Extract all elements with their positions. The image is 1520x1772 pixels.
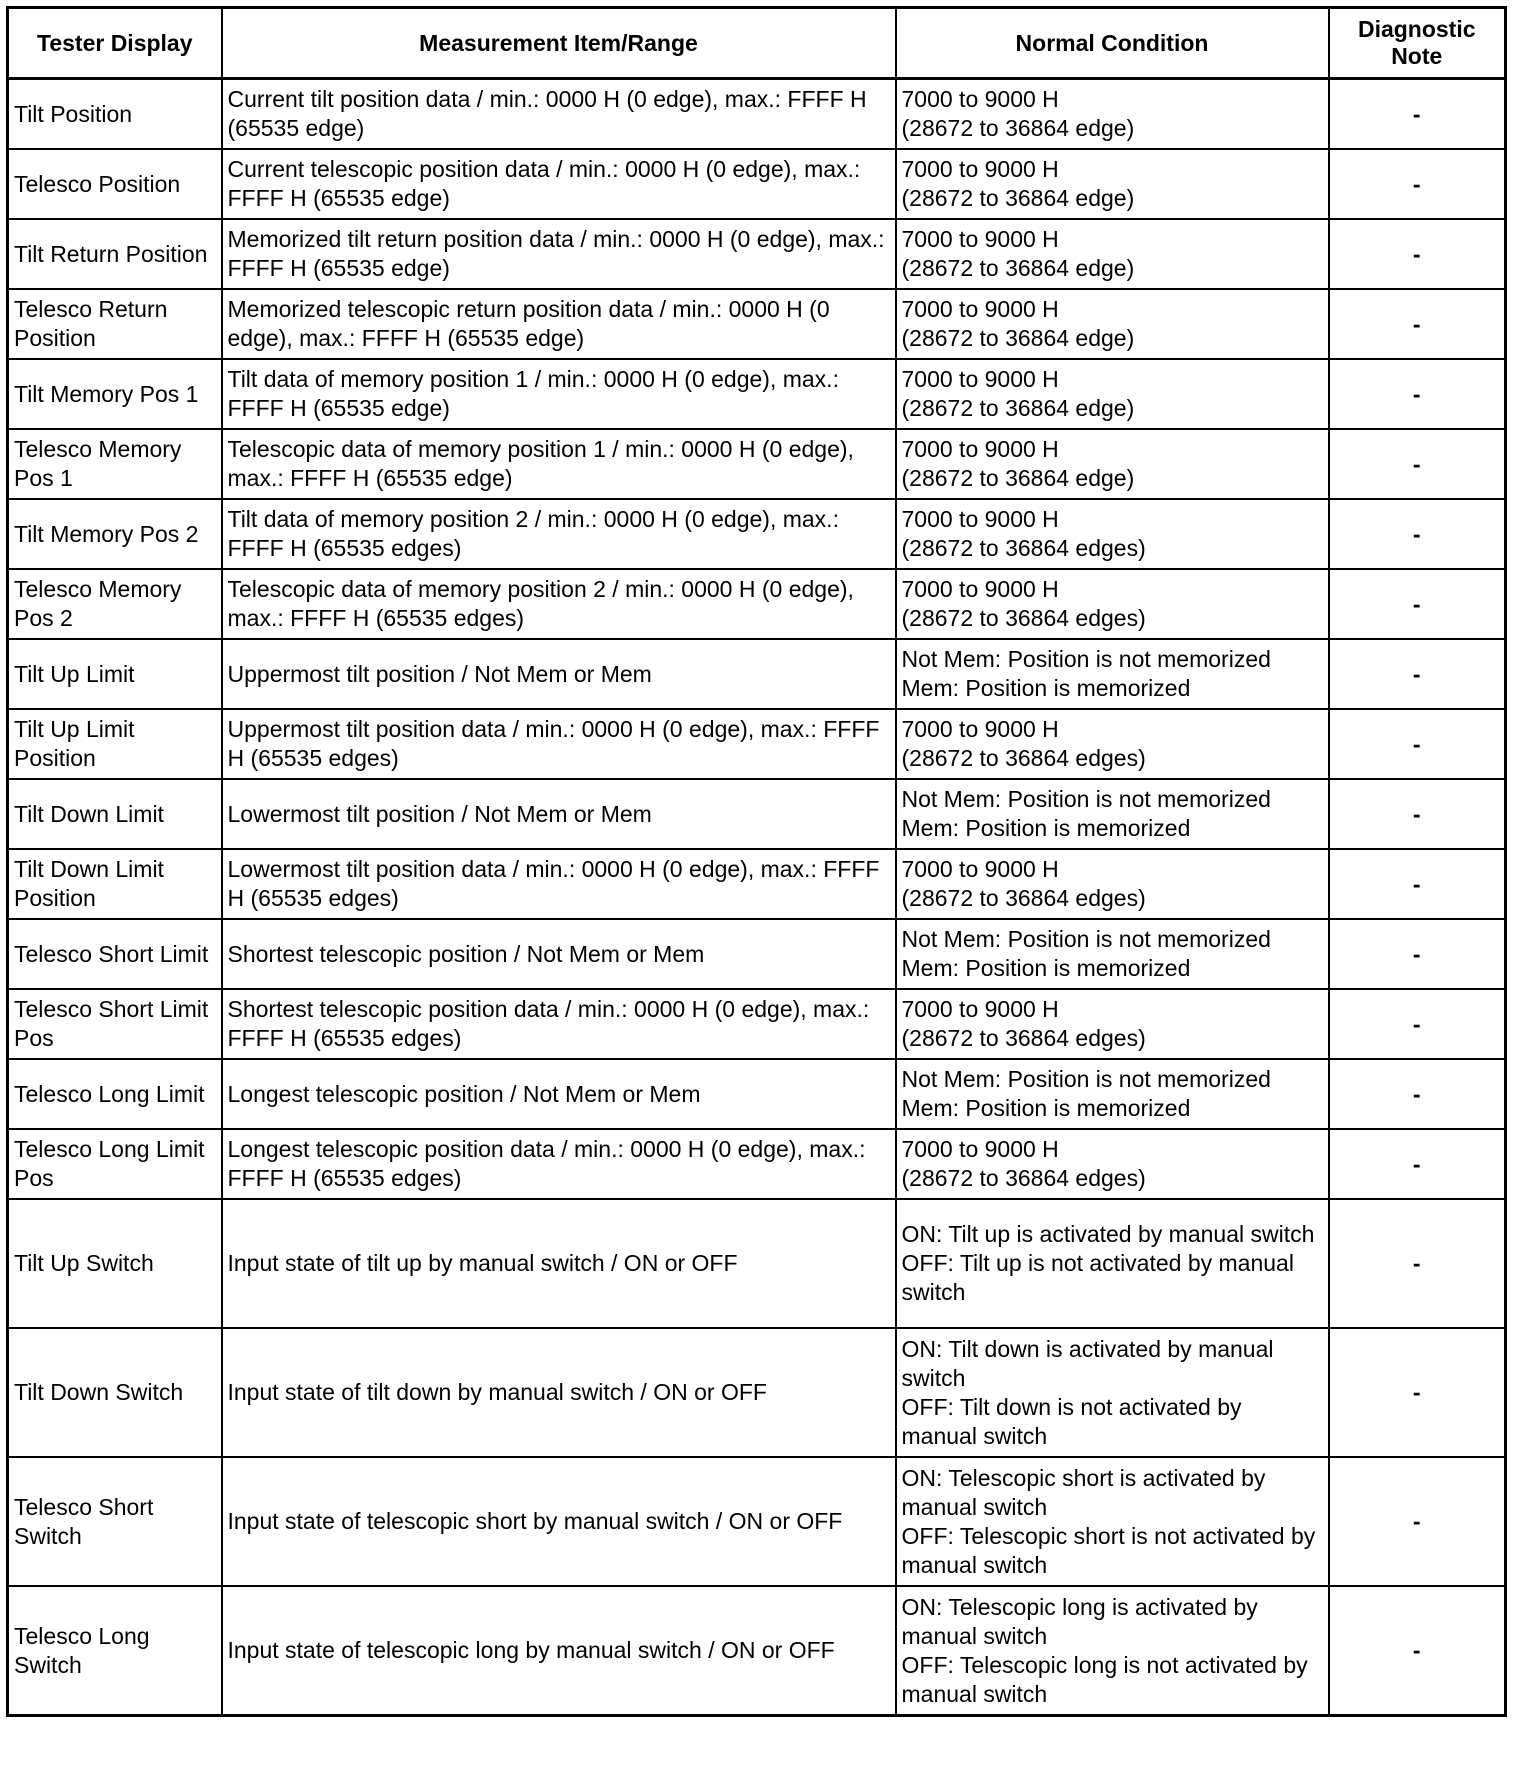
- condition-line: Mem: Position is memorized: [901, 955, 1191, 981]
- condition-line: (28672 to 36864 edges): [901, 885, 1146, 911]
- condition-line: 7000 to 9000 H: [901, 156, 1059, 182]
- measurement-item-cell: Input state of tilt down by manual switch / ON or OFF: [222, 1328, 896, 1457]
- condition-line: Mem: Position is memorized: [901, 1095, 1191, 1121]
- diagnostic-note-cell: -: [1329, 149, 1506, 219]
- tester-display-cell: Telesco Position: [8, 149, 222, 219]
- diagnostic-note-cell: -: [1329, 1129, 1506, 1199]
- header-row: [8, 8, 1506, 79]
- measurement-item-cell: Input state of telescopic short by manual switch / ON or OFF: [222, 1457, 896, 1586]
- table-row: [8, 569, 1506, 639]
- condition-line: ON: Telescopic short is activated by manual switch: [901, 1464, 1266, 1520]
- tester-display-cell: Tilt Memory Pos 1: [8, 359, 222, 429]
- measurement-item-cell: Current telescopic position data / min.: 0000 H (0 edge), max.: FFFF H (65535 edge): [222, 149, 896, 219]
- table-row: [8, 499, 1506, 569]
- measurement-item-cell: Telescopic data of memory position 1 / min.: 0000 H (0 edge), max.: FFFF H (65535 edge): [222, 429, 896, 499]
- diagnostic-note-cell: -: [1329, 779, 1506, 849]
- condition-line: 7000 to 9000 H: [901, 226, 1059, 252]
- diagnostic-note-cell: -: [1329, 1199, 1506, 1328]
- diagnostic-note-cell: -: [1329, 359, 1506, 429]
- tester-display-cell: Telesco Long Limit Pos: [8, 1129, 222, 1199]
- table-row: [8, 1199, 1506, 1328]
- table-row: [8, 779, 1506, 849]
- normal-condition-cell: [896, 1457, 1329, 1586]
- condition-line: (28672 to 36864 edge): [901, 255, 1135, 281]
- condition-line: 7000 to 9000 H: [901, 366, 1059, 392]
- condition-line: OFF: Tilt down is not activated by manual switch: [901, 1393, 1242, 1449]
- condition-line: 7000 to 9000 H: [901, 506, 1059, 532]
- normal-condition-cell: [896, 779, 1329, 849]
- table-row: [8, 1328, 1506, 1457]
- condition-line: (28672 to 36864 edges): [901, 1165, 1146, 1191]
- table-row: [8, 1059, 1506, 1129]
- diagnostic-table: [6, 6, 1507, 1717]
- diagnostic-note-cell: -: [1329, 1059, 1506, 1129]
- diagnostic-note-cell: -: [1329, 289, 1506, 359]
- measurement-item-cell: Lowermost tilt position / Not Mem or Mem: [222, 779, 896, 849]
- table-row: [8, 849, 1506, 919]
- table-row: [8, 1129, 1506, 1199]
- diagnostic-note-cell: -: [1329, 219, 1506, 289]
- normal-condition-cell: [896, 79, 1329, 150]
- condition-line: Not Mem: Position is not memorized: [901, 926, 1271, 952]
- measurement-item-cell: Shortest telescopic position / Not Mem or Mem: [222, 919, 896, 989]
- condition-line: OFF: Tilt up is not activated by manual switch: [901, 1250, 1294, 1305]
- diagnostic-note-cell: -: [1329, 429, 1506, 499]
- table-row: [8, 919, 1506, 989]
- normal-condition-cell: [896, 149, 1329, 219]
- tester-display-cell: Tilt Up Switch: [8, 1199, 222, 1328]
- normal-condition-cell: [896, 219, 1329, 289]
- diagnostic-note-cell: -: [1329, 1586, 1506, 1716]
- table-row: [8, 989, 1506, 1059]
- normal-condition-cell: [896, 429, 1329, 499]
- condition-line: (28672 to 36864 edge): [901, 115, 1135, 141]
- tester-display-cell: Telesco Short Switch: [8, 1457, 222, 1586]
- measurement-item-cell: Lowermost tilt position data / min.: 0000 H (0 edge), max.: FFFF H (65535 edges): [222, 849, 896, 919]
- header-diagnostic-note: Diagnostic Note: [1329, 8, 1506, 79]
- condition-line: 7000 to 9000 H: [901, 996, 1059, 1022]
- normal-condition-cell: [896, 1199, 1329, 1328]
- table-row: [8, 1457, 1506, 1586]
- header-measurement-item: Measurement Item/Range: [222, 8, 896, 79]
- table-header: [8, 8, 1506, 79]
- condition-line: ON: Tilt down is activated by manual switch: [901, 1335, 1274, 1391]
- measurement-item-cell: Uppermost tilt position / Not Mem or Mem: [222, 639, 896, 709]
- condition-line: Mem: Position is memorized: [901, 815, 1191, 841]
- table-row: [8, 289, 1506, 359]
- condition-line: 7000 to 9000 H: [901, 436, 1059, 462]
- diagnostic-note-cell: -: [1329, 1457, 1506, 1586]
- tester-display-cell: Telesco Memory Pos 2: [8, 569, 222, 639]
- condition-line: (28672 to 36864 edges): [901, 605, 1146, 631]
- measurement-item-cell: Telescopic data of memory position 2 / min.: 0000 H (0 edge), max.: FFFF H (65535 edges): [222, 569, 896, 639]
- tester-display-cell: Tilt Memory Pos 2: [8, 499, 222, 569]
- normal-condition-cell: [896, 849, 1329, 919]
- diagnostic-note-cell: -: [1329, 989, 1506, 1059]
- condition-line: (28672 to 36864 edge): [901, 185, 1135, 211]
- header-normal-condition: Normal Condition: [896, 8, 1329, 79]
- diagnostic-note-cell: -: [1329, 499, 1506, 569]
- diagnostic-note-cell: -: [1329, 569, 1506, 639]
- table-row: [8, 639, 1506, 709]
- tester-display-cell: Tilt Position: [8, 79, 222, 150]
- table-row: [8, 429, 1506, 499]
- measurement-item-cell: Shortest telescopic position data / min.: 0000 H (0 edge), max.: FFFF H (65535 edges): [222, 989, 896, 1059]
- normal-condition-cell: [896, 639, 1329, 709]
- measurement-item-cell: Tilt data of memory position 1 / min.: 0000 H (0 edge), max.: FFFF H (65535 edge): [222, 359, 896, 429]
- normal-condition-cell: [896, 919, 1329, 989]
- condition-line: (28672 to 36864 edge): [901, 395, 1135, 421]
- measurement-item-cell: Memorized telescopic return position data / min.: 0000 H (0 edge), max.: FFFF H (65535 edge): [222, 289, 896, 359]
- measurement-item-cell: Input state of tilt up by manual switch / ON or OFF: [222, 1199, 896, 1328]
- measurement-item-cell: Longest telescopic position / Not Mem or Mem: [222, 1059, 896, 1129]
- tester-display-cell: Tilt Return Position: [8, 219, 222, 289]
- normal-condition-cell: [896, 1129, 1329, 1199]
- condition-line: Not Mem: Position is not memorized: [901, 786, 1271, 812]
- table-row: [8, 149, 1506, 219]
- tester-display-cell: Telesco Short Limit: [8, 919, 222, 989]
- table-row: [8, 219, 1506, 289]
- tester-display-cell: Tilt Up Limit: [8, 639, 222, 709]
- condition-line: Not Mem: Position is not memorized: [901, 1066, 1271, 1092]
- table-body: [8, 79, 1506, 1716]
- table-row: [8, 709, 1506, 779]
- normal-condition-cell: [896, 1328, 1329, 1457]
- diagnostic-note-cell: -: [1329, 849, 1506, 919]
- condition-line: 7000 to 9000 H: [901, 296, 1059, 322]
- condition-line: (28672 to 36864 edges): [901, 535, 1146, 561]
- condition-line: OFF: Telescopic short is not activated by manual switch: [901, 1522, 1316, 1578]
- condition-line: (28672 to 36864 edge): [901, 465, 1135, 491]
- measurement-item-cell: Input state of telescopic long by manual switch / ON or OFF: [222, 1586, 896, 1716]
- normal-condition-cell: [896, 1586, 1329, 1716]
- header-tester-display: Tester Display: [8, 8, 222, 79]
- normal-condition-cell: [896, 289, 1329, 359]
- tester-display-cell: Telesco Return Position: [8, 289, 222, 359]
- diagnostic-note-cell: -: [1329, 709, 1506, 779]
- measurement-item-cell: Memorized tilt return position data / min.: 0000 H (0 edge), max.: FFFF H (65535 edge): [222, 219, 896, 289]
- condition-line: 7000 to 9000 H: [901, 576, 1059, 602]
- diagnostic-note-cell: -: [1329, 639, 1506, 709]
- diagnostic-note-cell: -: [1329, 919, 1506, 989]
- measurement-item-cell: Longest telescopic position data / min.: 0000 H (0 edge), max.: FFFF H (65535 edges): [222, 1129, 896, 1199]
- normal-condition-cell: [896, 359, 1329, 429]
- condition-line: Mem: Position is memorized: [901, 675, 1191, 701]
- tester-display-cell: Telesco Memory Pos 1: [8, 429, 222, 499]
- condition-line: (28672 to 36864 edges): [901, 745, 1146, 771]
- condition-line: (28672 to 36864 edge): [901, 325, 1135, 351]
- condition-line: ON: Tilt up is activated by manual switch: [901, 1221, 1315, 1247]
- measurement-item-cell: Tilt data of memory position 2 / min.: 0000 H (0 edge), max.: FFFF H (65535 edges): [222, 499, 896, 569]
- table-row: [8, 359, 1506, 429]
- table-row: [8, 79, 1506, 150]
- tester-display-cell: Tilt Down Switch: [8, 1328, 222, 1457]
- measurement-item-cell: Uppermost tilt position data / min.: 0000 H (0 edge), max.: FFFF H (65535 edges): [222, 709, 896, 779]
- tester-display-cell: Telesco Long Limit: [8, 1059, 222, 1129]
- tester-display-cell: Telesco Short Limit Pos: [8, 989, 222, 1059]
- tester-display-cell: Telesco Long Switch: [8, 1586, 222, 1716]
- condition-line: 7000 to 9000 H: [901, 1136, 1059, 1162]
- normal-condition-cell: [896, 709, 1329, 779]
- diagnostic-note-cell: -: [1329, 79, 1506, 150]
- condition-line: (28672 to 36864 edges): [901, 1025, 1146, 1051]
- diagnostic-note-cell: -: [1329, 1328, 1506, 1457]
- normal-condition-cell: [896, 569, 1329, 639]
- table-row: [8, 1586, 1506, 1716]
- normal-condition-cell: [896, 1059, 1329, 1129]
- normal-condition-cell: [896, 989, 1329, 1059]
- tester-display-cell: Tilt Down Limit: [8, 779, 222, 849]
- condition-line: 7000 to 9000 H: [901, 86, 1059, 112]
- condition-line: OFF: Telescopic long is not activated by manual switch: [901, 1651, 1308, 1707]
- tester-display-cell: Tilt Down Limit Position: [8, 849, 222, 919]
- condition-line: 7000 to 9000 H: [901, 716, 1059, 742]
- condition-line: ON: Telescopic long is activated by manual switch: [901, 1593, 1258, 1649]
- condition-line: 7000 to 9000 H: [901, 856, 1059, 882]
- condition-line: Not Mem: Position is not memorized: [901, 646, 1271, 672]
- tester-display-cell: Tilt Up Limit Position: [8, 709, 222, 779]
- measurement-item-cell: Current tilt position data / min.: 0000 H (0 edge), max.: FFFF H (65535 edge): [222, 79, 896, 150]
- normal-condition-cell: [896, 499, 1329, 569]
